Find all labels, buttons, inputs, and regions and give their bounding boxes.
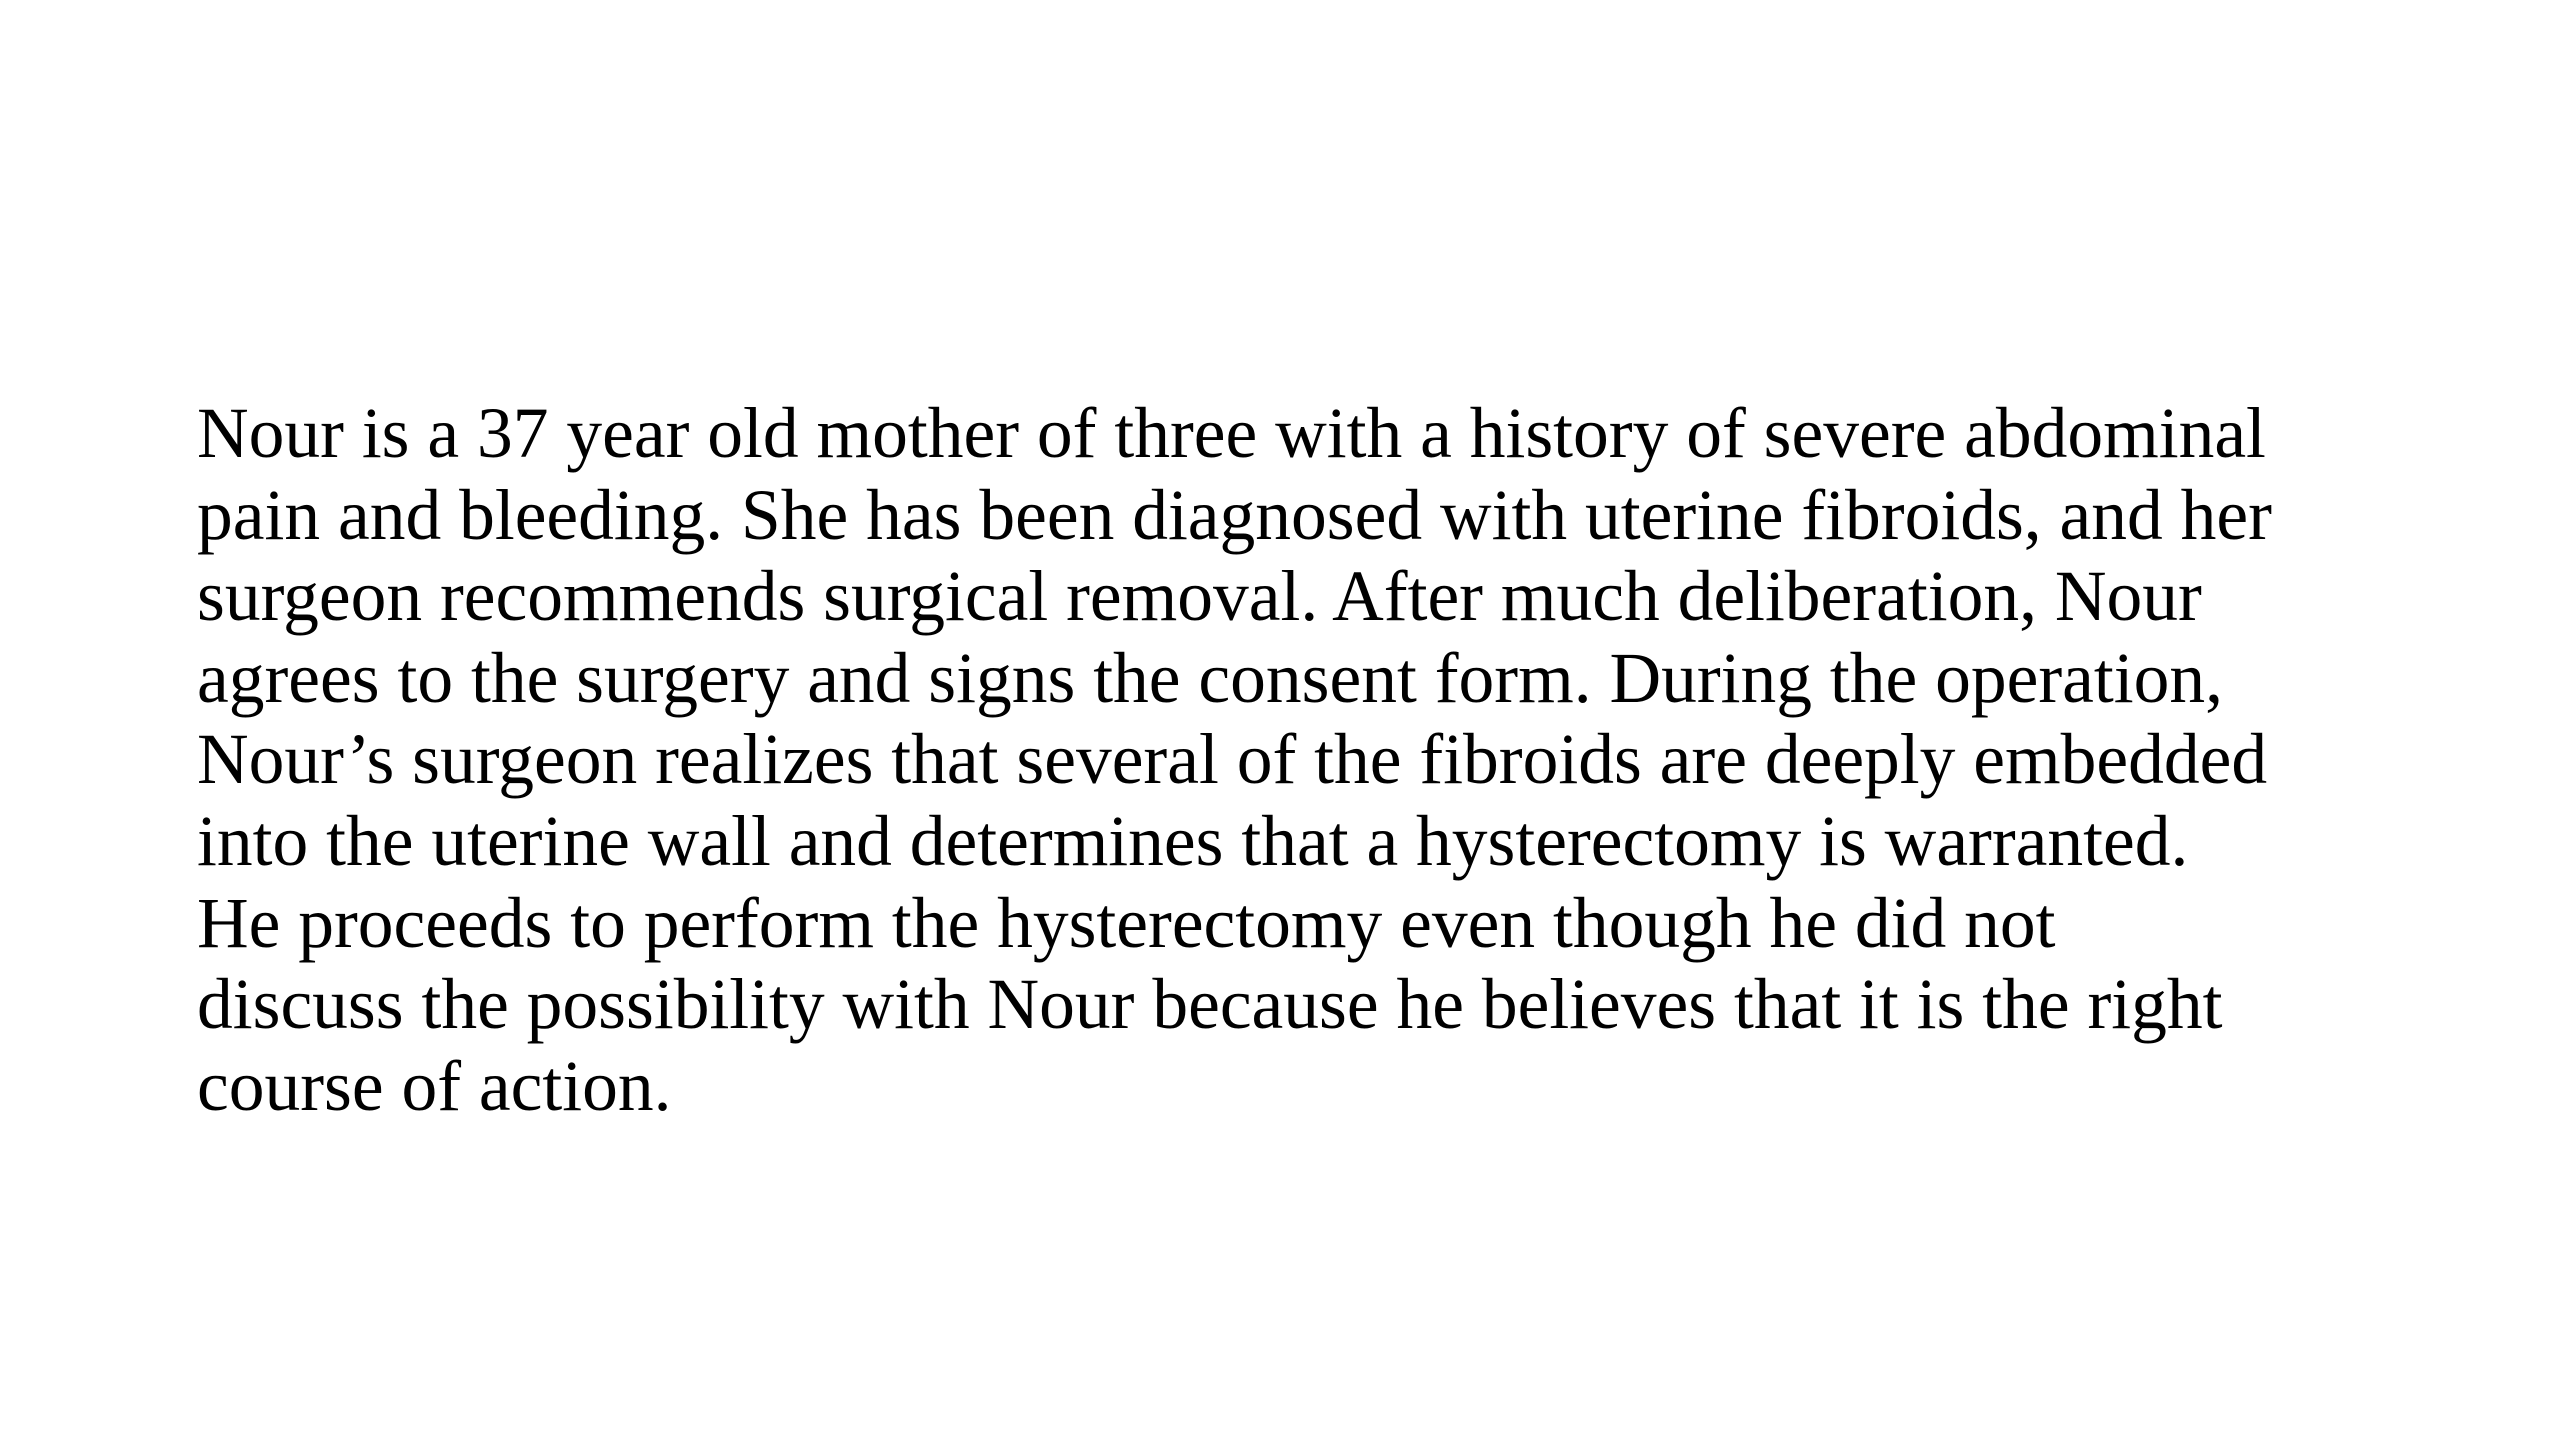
passage-line-9: course of action. xyxy=(197,1046,672,1126)
passage-line-2: pain and bleeding. She has been diagnosed with uterine fibroids, and her xyxy=(197,475,2272,555)
passage-line-8: discuss the possibility with Nour because he believes that it is the right xyxy=(197,965,2223,1045)
case-passage xyxy=(197,393,2272,1127)
passage-line-7: He proceeds to perform the hysterectomy even though he did not xyxy=(197,883,2056,963)
passage-line-4: agrees to the surgery and signs the consent form. During the operation, xyxy=(197,638,2223,718)
passage-line-1: Nour is a 37 year old mother of three with a history of severe abdominal xyxy=(197,394,2266,473)
passage-line-3: surgeon recommends surgical removal. After much deliberation, Nour xyxy=(197,557,2202,637)
passage-line-6: into the uterine wall and determines that a hysterectomy is warranted. xyxy=(197,801,2189,881)
passage-line-5: Nour’s surgeon realizes that several of the fibroids are deeply embedded xyxy=(197,720,2268,800)
